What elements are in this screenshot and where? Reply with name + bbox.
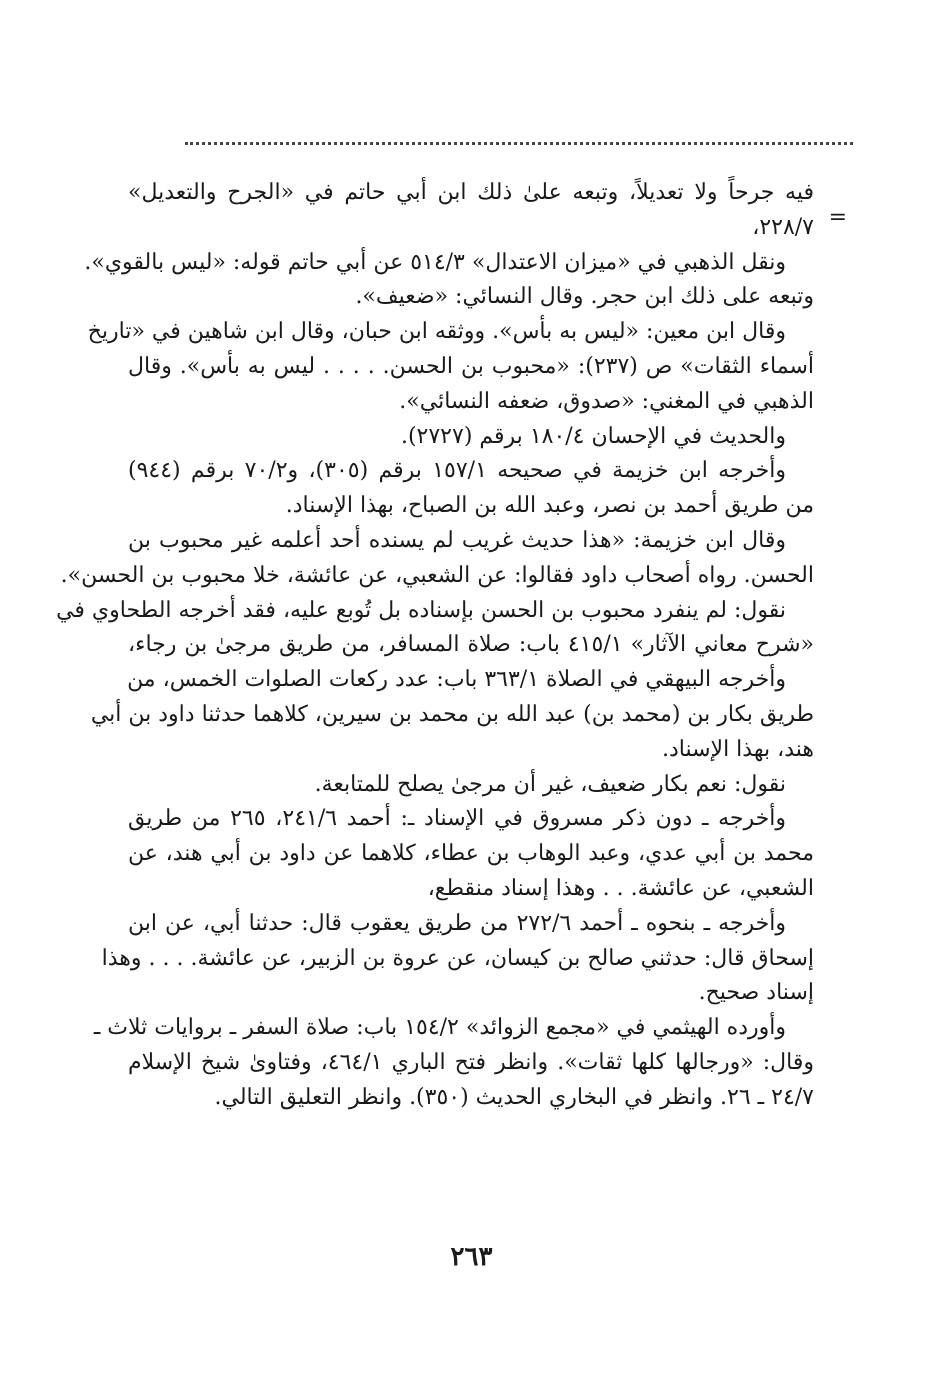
text-line: وقال: «ورجالها كلها ثقات». وانظر فتح الباري ٤٦٤/١، وفتاوىٰ شيخ الإسلام <box>128 1049 814 1075</box>
text-line: من طريق أحمد بن نصر، وعبد الله بن الصباح، بهذا الإسناد. <box>285 493 814 519</box>
text-line: طريق بكار بن (محمد بن) عبد الله بن محمد بن سيرين، كلاهما حدثنا داود بن أبي <box>90 701 814 727</box>
footnote-text <box>56 176 815 1116</box>
text-line: وأخرجه ابن خزيمة في صحيحه ١٥٧/١ برقم (٣٠٥)، و٧٠/٢ برقم (٩٤٤) <box>128 458 786 484</box>
text-line: هند، بهذا الإسناد. <box>661 736 814 762</box>
text-line: الذهبي في المغني: «صدوق، ضعفه النسائي». <box>399 388 814 414</box>
text-line: نقول: نعم بكار ضعيف، غير أن مرجىٰ يصلح للمتابعة. <box>314 771 786 797</box>
text-line: فيه جرحاً ولا تعديلاً، وتبعه علىٰ ذلك ابن أبي حاتم في «الجرح والتعديل» <box>128 180 814 205</box>
text-line: وقال ابن معين: «ليس به بأس». ووثقه ابن حبان، وقال ابن شاهين في «تاريخ <box>87 319 786 345</box>
text-line: إسناد صحيح. <box>698 980 814 1006</box>
text-line: أسماء الثقات» ص (٢٣٧): «محبوب بن الحسن. . . . . ليس به بأس». وقال <box>128 353 815 379</box>
text-line: ٢٢٨/٧، <box>752 214 814 240</box>
text-line: الحسن. رواه أصحاب داود فقالوا: عن الشعبي، عن عائشة، خلا محبوب بن الحسن». <box>60 562 814 588</box>
text-line: وأورده الهيثمي في «مجمع الزوائد» ١٥٤/٢ باب: صلاة السفر ـ بروايات ثلاث ـ <box>93 1015 786 1041</box>
text-line: إسحاق قال: حدثني صالح بن كيسان، عن عروة بن الزبير، عن عائشة. . . . وهذا <box>101 945 814 971</box>
text-line: وأخرجه ـ دون ذكر مسروق في الإسناد ـ: أحمد ٢٤١/٦، ٢٦٥ من طريق <box>128 806 787 832</box>
text-line: ونقل الذهبي في «ميزان الاعتدال» ٥١٤/٣ عن أبي حاتم قوله: «ليس بالقوي». <box>84 249 786 275</box>
text-line: والحديث في الإحسان ١٨٠/٤ برقم (٢٧٢٧). <box>400 423 786 449</box>
dotted-separator <box>185 142 853 145</box>
text-line: وأخرجه البيهقي في الصلاة ٣٦٣/١ باب: عدد ركعات الصلوات الخمس، من <box>127 667 786 693</box>
text-line: ٢٤/٧ ـ ٢٦. وانظر في البخاري الحديث (٣٥٠). وانظر التعليق التالي. <box>214 1084 814 1110</box>
page-number: ٢٦٣ <box>450 1242 493 1272</box>
text-line: وتبعه على ذلك ابن حجر. وقال النسائي: «ضعيف». <box>355 284 814 310</box>
text-line: الشعبي، عن عائشة. . . وهذا إسناد منقطع، <box>427 875 814 901</box>
continuation-mark: = <box>828 205 847 230</box>
text-line: محمد بن أبي عدي، وعبد الوهاب بن عطاء، كلاهما عن داود بن أبي هند، عن <box>128 841 814 867</box>
text-line: وأخرجه ـ بنحوه ـ أحمد ٢٧٢/٦ من طريق يعقوب قال: حدثنا أبي، عن ابن <box>128 910 786 936</box>
text-line: وقال ابن خزيمة: «هذا حديث غريب لم يسنده أحد أعلمه غير محبوب بن <box>128 527 786 553</box>
text-line: «شرح معاني الآثار» ٤١٥/١ باب: صلاة المسافر، من طريق مرجىٰ بن رجاء، <box>128 632 815 658</box>
text-line: نقول: لم ينفرد محبوب بن الحسن بإسناده بل تُوبع عليه، فقد أخرجه الطحاوي في <box>56 597 786 623</box>
